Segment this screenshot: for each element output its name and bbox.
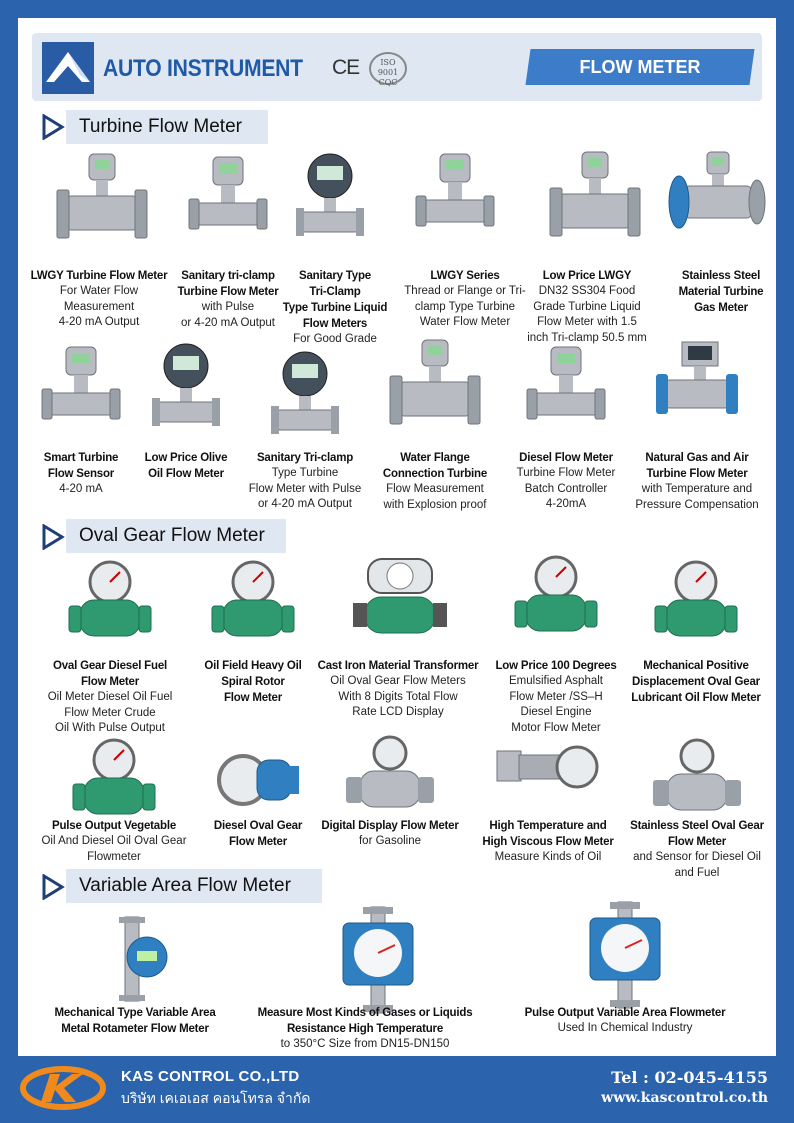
product-title: Low Price 100 Degrees: [495, 660, 617, 672]
product-title: Material Turbine: [678, 286, 764, 298]
product-title: Sanitary tri-clamp: [181, 270, 275, 282]
product-description: or 4-20 mA Output: [258, 498, 352, 510]
product-description: Rate LCD Display: [352, 706, 444, 718]
flow-meter-image: [382, 338, 482, 453]
product-description: Flow Meter with Pulse: [248, 482, 362, 495]
flow-meter-image: [340, 735, 440, 830]
product-title: Sanitary Tri-clamp: [256, 452, 354, 464]
company-name-thai: บริษัท เคเอเอส คอนโทรล จำกัด: [121, 1090, 311, 1106]
flow-meter-icon: [652, 340, 742, 440]
product-caption: [577, 450, 794, 513]
product-description: clamp Type Turbine: [414, 300, 516, 313]
product-title: Oval Gear Diesel Fuel: [52, 660, 168, 672]
product-description: or 4-20 mA Output: [181, 316, 275, 329]
product-title: Flow Meter: [667, 836, 727, 848]
product-description: Pressure Compensation: [635, 498, 759, 511]
product-title: Flow Meter: [80, 676, 140, 688]
section-title-oval-gear: Oval Gear Flow Meter: [66, 519, 286, 553]
product-description: Flow Meter Crude: [64, 706, 156, 719]
flow-meter-image: [521, 345, 611, 460]
iso-line: CQC: [378, 78, 398, 87]
section-title-variable-area: Variable Area Flow Meter: [66, 869, 322, 903]
product-title: Pulse Output Variable Area Flowmeter: [524, 1007, 726, 1019]
kas-logo-icon: [20, 1066, 106, 1110]
flow-meter-icon: [511, 555, 601, 645]
product-description: with Pulse: [201, 301, 255, 313]
product-description: 4-20 mA Output: [58, 316, 140, 328]
product-description: for Gasoline: [358, 835, 421, 847]
product-title: Flow Meter: [223, 692, 283, 704]
section-title-turbine: Turbine Flow Meter: [66, 110, 268, 144]
product-description: Measure Kinds of Oil: [494, 851, 602, 863]
product-description: with Explosion proof: [383, 498, 487, 511]
product-title: Cast Iron Material Transformer: [317, 660, 479, 672]
product-description: 4-20mA: [545, 498, 587, 510]
product-title: Spiral Rotor: [221, 676, 285, 688]
product-title: Smart Turbine: [43, 452, 119, 464]
product-description: 4-20 mA: [59, 483, 103, 495]
flow-meter-icon: [36, 345, 126, 455]
product-description: to 350°C Size from DN15-DN150: [280, 1038, 450, 1050]
flow-meter-icon: [95, 915, 175, 1005]
flow-meter-icon: [340, 735, 440, 825]
product-title: Low Price Olive: [144, 452, 228, 464]
flow-meter-image: [343, 555, 453, 650]
product-title: Flow Meter: [228, 836, 288, 848]
flow-meter-icon: [521, 345, 611, 455]
product-description: Flow Meter /SS–H: [509, 690, 603, 703]
product-caption: [601, 268, 794, 316]
product-description: and Fuel: [674, 866, 720, 879]
section-arrow-icon: [40, 874, 66, 900]
product-title: Diesel Flow Meter: [519, 452, 613, 464]
product-title: Connection Turbine: [382, 468, 488, 480]
product-description: with Temperature and: [641, 483, 753, 495]
product-title: Type Turbine Liquid: [282, 302, 388, 314]
flow-meter-image: [208, 560, 298, 655]
product-title: Oil Field Heavy Oil: [204, 660, 302, 672]
product-title: Resistance High Temperature: [286, 1023, 444, 1035]
product-title: Natural Gas and Air: [645, 452, 749, 464]
flow-meter-icon: [208, 560, 298, 650]
iso-line: ISO: [380, 58, 396, 67]
product-description: Grade Turbine Liquid: [533, 300, 641, 313]
product-description: Motor Flow Meter: [511, 721, 601, 734]
section-arrow-icon: [40, 524, 66, 550]
flow-meter-image: [652, 340, 742, 445]
flow-meter-image: [95, 915, 175, 1010]
product-title: Oil Flow Meter: [148, 468, 224, 480]
flow-meter-icon: [183, 155, 273, 265]
flow-meter-image: [49, 152, 149, 267]
flow-meter-image: [651, 560, 741, 655]
flow-meter-icon: [290, 152, 370, 262]
product-description: Thread or Flange or Tri-: [404, 285, 526, 297]
flow-meter-image: [333, 905, 423, 1020]
product-description: Water Flow Meter: [419, 316, 511, 328]
flow-meter-icon: [146, 342, 226, 452]
product-description: Flowmeter: [87, 850, 141, 863]
product-title: Measure Most Kinds of Gases or Liquids: [257, 1007, 473, 1019]
flow-meter-icon: [542, 150, 642, 260]
iso-line: 9001: [377, 68, 399, 77]
product-description: Used In Chemical Industry: [557, 1022, 693, 1034]
flow-meter-icon: [493, 735, 603, 815]
brand-name: AUTO INSTRUMENT: [103, 55, 303, 82]
flow-meter-icon: [343, 555, 453, 645]
flow-meter-image: [290, 152, 370, 267]
product-caption: [15, 1005, 255, 1037]
product-description: Batch Controller: [524, 482, 608, 495]
product-title: LWGY Turbine Flow Meter: [30, 270, 168, 282]
flow-meter-image: [667, 150, 767, 255]
product-title: Lubricant Oil Flow Meter: [631, 692, 761, 704]
flow-meter-image: [410, 152, 500, 267]
product-caption: [505, 1005, 745, 1037]
product-description: inch Tri-clamp 50.5 mm: [527, 331, 647, 344]
product-title: Pulse Output Vegetable: [51, 820, 177, 832]
product-title: Flow Meters: [302, 318, 368, 330]
section-arrow-icon: [40, 114, 66, 140]
flow-meter-image: [183, 155, 273, 270]
flow-meter-image: [265, 350, 345, 465]
flow-meter-icon: [580, 900, 670, 1010]
flow-meter-icon: [647, 738, 747, 828]
product-title: Diesel Oval Gear: [213, 820, 303, 832]
flow-meter-image: [65, 560, 155, 655]
product-title: Sanitary Type: [299, 270, 371, 282]
flow-meter-image: [36, 345, 126, 460]
flow-meter-icon: [667, 150, 767, 250]
flow-meter-image: [580, 900, 670, 1015]
flow-meter-icon: [651, 560, 741, 650]
product-description: Measurement: [63, 300, 135, 313]
product-title: Metal Rotameter Flow Meter: [61, 1023, 209, 1035]
iso-certification-seal: [369, 52, 407, 85]
ce-mark: CE: [332, 56, 360, 79]
flow-meter-icon: [333, 905, 423, 1015]
product-description: For Good Grade: [293, 333, 377, 345]
product-title: Mechanical Positive: [643, 660, 749, 672]
product-caption: [245, 1005, 485, 1053]
product-title: Flow Sensor: [47, 468, 115, 480]
product-description: Oil Oval Gear Flow Meters: [330, 675, 466, 687]
product-description: Emulsified Asphalt: [509, 675, 603, 687]
product-description: Flow Meter with 1.5: [537, 316, 637, 328]
product-title: Gas Meter: [694, 302, 748, 314]
product-title: Low Price LWGY: [542, 270, 632, 282]
product-title: Stainless Steel: [681, 270, 761, 282]
category-label: FLOW METER: [579, 57, 701, 77]
product-title: Water Flange: [400, 452, 470, 464]
product-title: Mechanical Type Variable Area: [54, 1007, 216, 1019]
product-caption: [577, 818, 794, 881]
flow-meter-icon: [213, 740, 303, 830]
product-description: and Sensor for Diesel Oil: [633, 851, 761, 863]
flow-meter-icon: [69, 738, 159, 828]
product-title: Displacement Oval Gear: [632, 676, 760, 688]
product-description: Turbine Flow Meter: [516, 467, 616, 479]
product-description: Diesel Engine: [520, 706, 592, 718]
product-description: Oil With Pulse Output: [55, 722, 165, 734]
company-name: KAS CONTROL CO.,LTD: [121, 1068, 300, 1085]
product-title: High Temperature and: [489, 820, 607, 832]
product-caption: [576, 658, 794, 706]
website: www.kascontrol.co.th: [601, 1090, 768, 1106]
flow-meter-icon: [49, 152, 149, 262]
product-description: Flow Measurement: [386, 483, 484, 495]
flow-meter-image: [493, 735, 603, 820]
product-title: Tri-Clamp: [309, 286, 361, 298]
product-description: Type Turbine: [271, 467, 339, 479]
product-title: LWGY Series: [430, 270, 500, 282]
flow-meter-icon: [410, 152, 500, 262]
product-description: Oil And Diesel Oil Oval Gear: [41, 835, 187, 847]
telephone: Tel : 02-045-4155: [611, 1068, 768, 1087]
mountain-logo-icon: [42, 42, 94, 94]
flow-meter-image: [511, 555, 601, 650]
flow-meter-image: [542, 150, 642, 265]
flow-meter-icon: [382, 338, 482, 448]
product-description: DN32 SS304 Food: [538, 285, 636, 297]
product-title: High Viscous Flow Meter: [482, 836, 614, 848]
flow-meter-icon: [65, 560, 155, 650]
product-description: For Water Flow: [59, 285, 139, 297]
flow-meter-icon: [265, 350, 345, 460]
product-description: Oil Meter Diesel Oil Fuel: [47, 691, 173, 703]
product-title: Turbine Flow Meter: [177, 286, 279, 298]
product-description: With 8 Digits Total Flow: [338, 690, 458, 703]
flow-meter-image: [146, 342, 226, 457]
product-title: Turbine Flow Meter: [646, 468, 748, 480]
product-title: Stainless Steel Oval Gear: [630, 820, 764, 832]
brand-logo: [42, 42, 94, 94]
product-title: Digital Display Flow Meter: [321, 820, 459, 832]
